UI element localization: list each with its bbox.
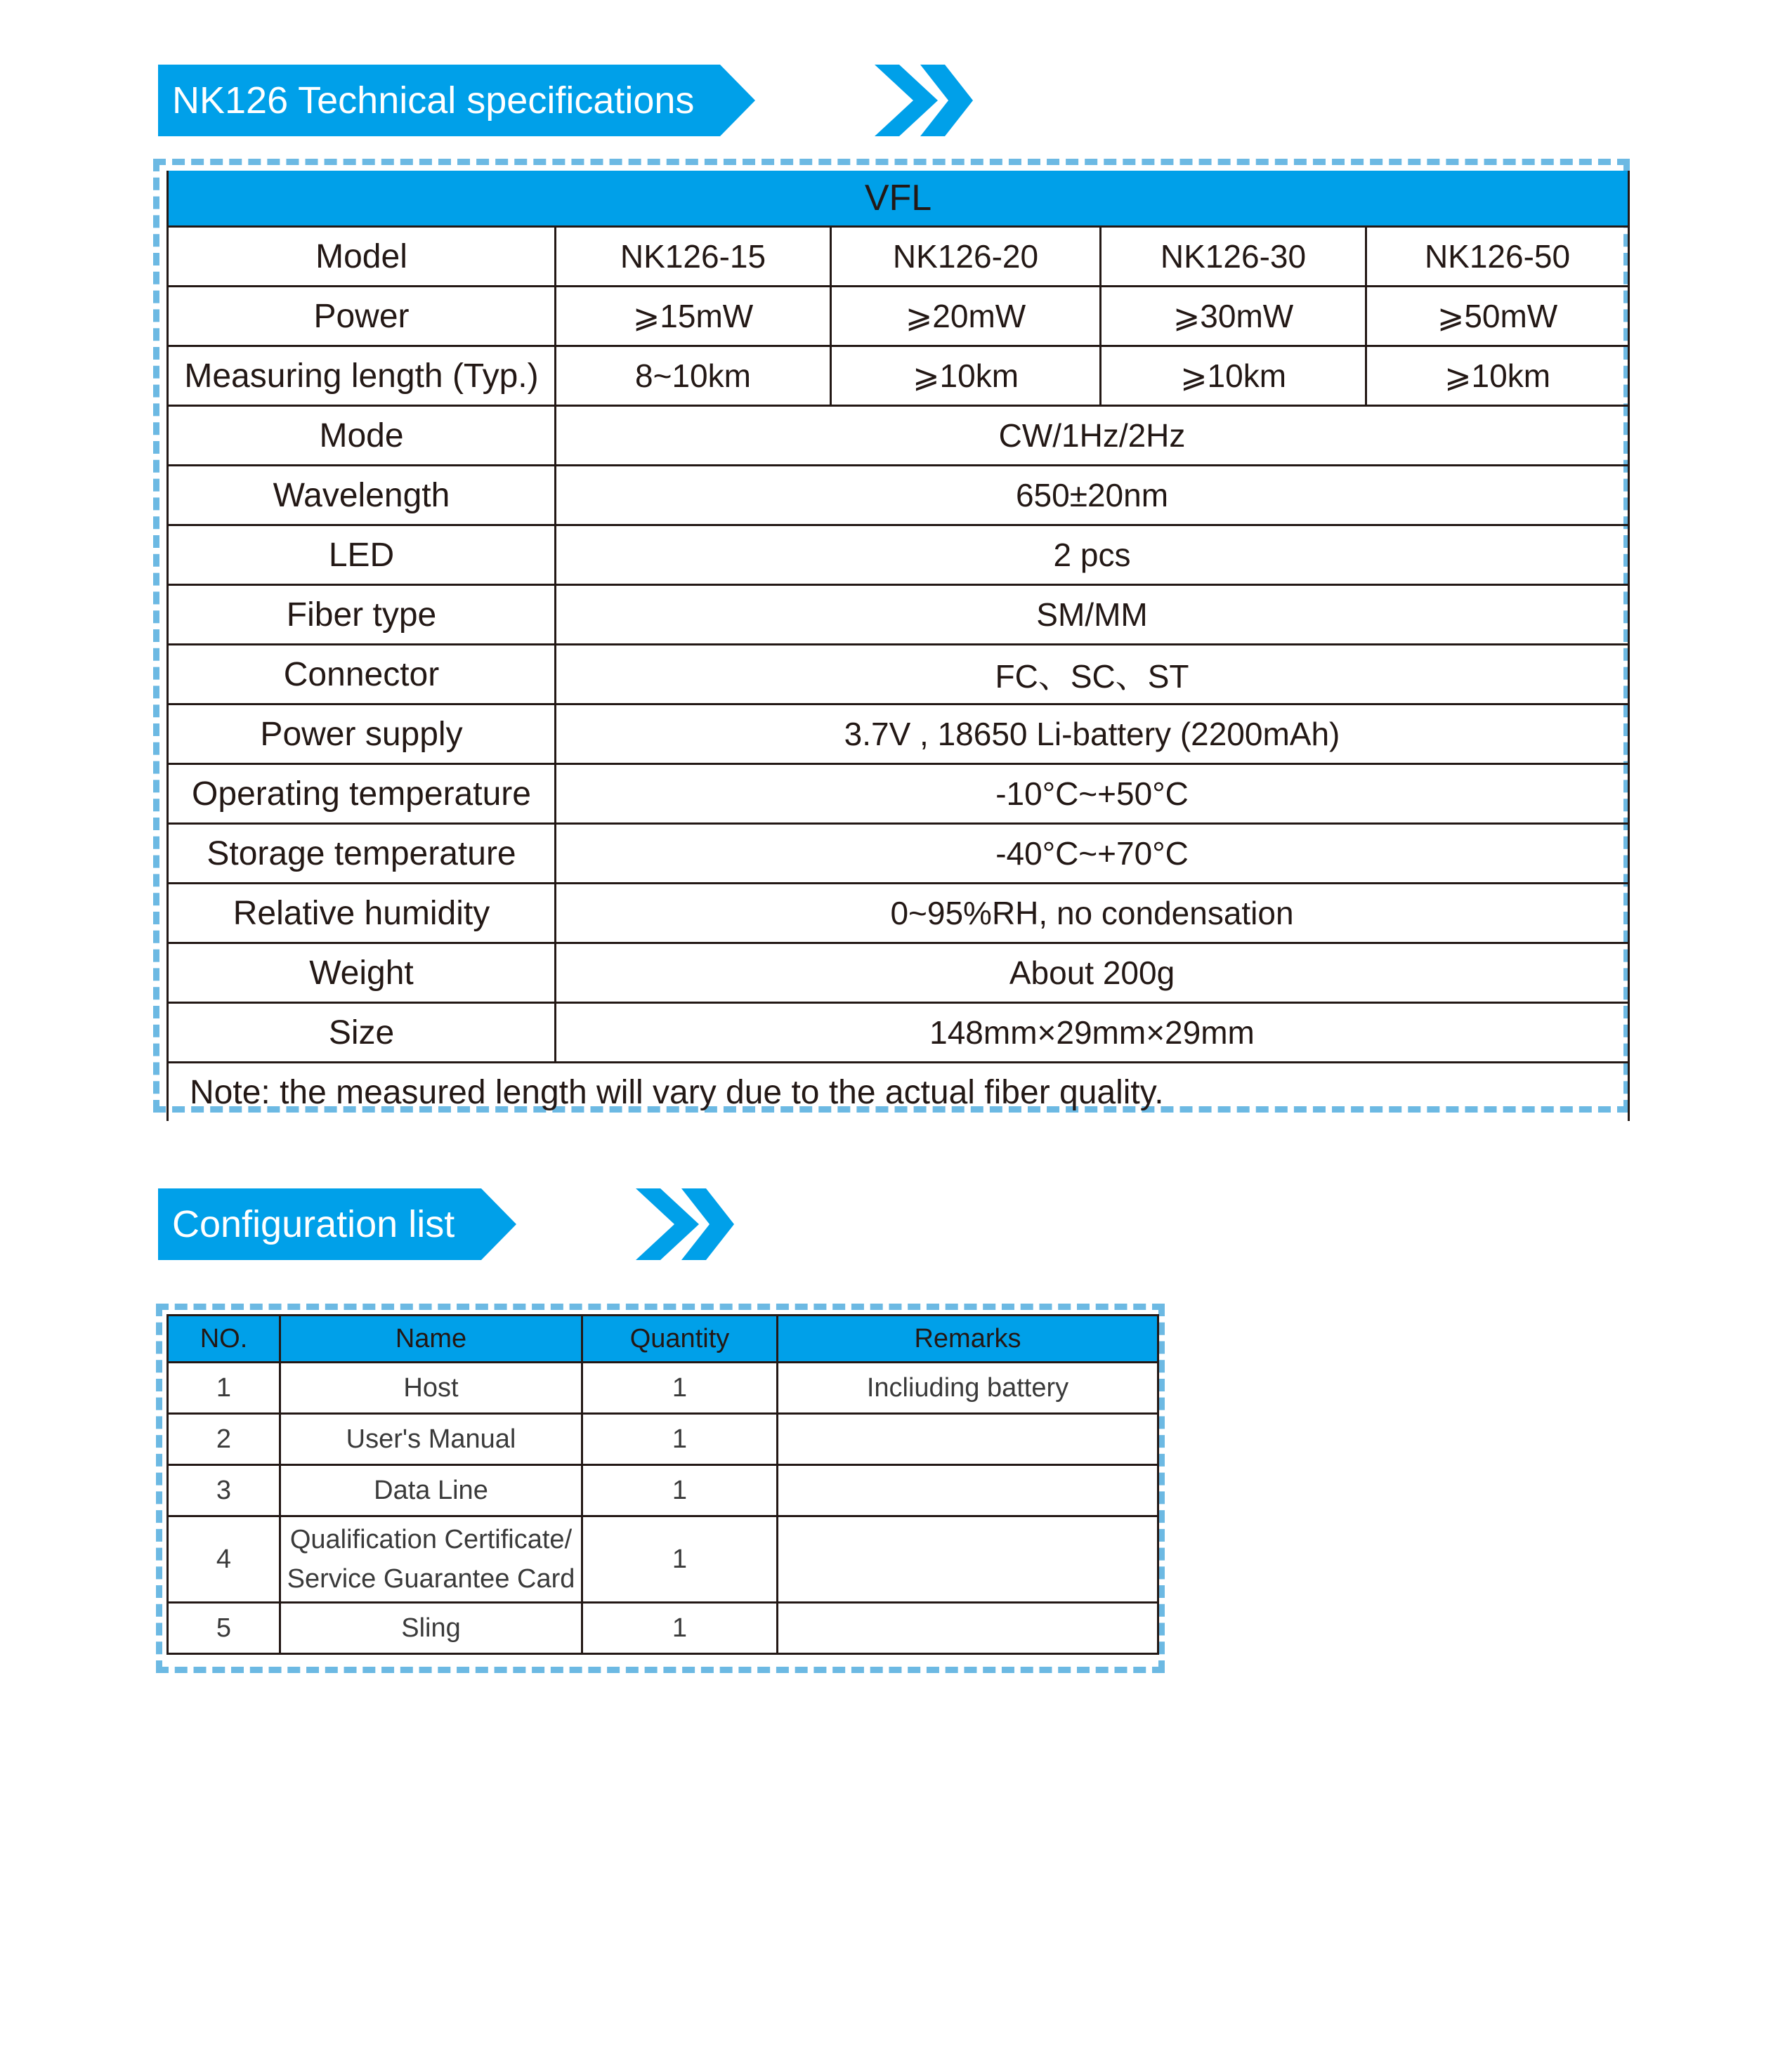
table-row [168, 525, 1629, 585]
row-value: 650±20nm [556, 466, 1629, 525]
header-name: Name [280, 1316, 582, 1363]
item-name-line: Service Guarantee Card [287, 1564, 575, 1594]
item-no: 2 [168, 1414, 280, 1465]
row-label: Size [168, 1003, 556, 1063]
row-label: LED [168, 525, 556, 585]
table-row [168, 1516, 1158, 1603]
row-label-measuring-length: Measuring length (Typ.) [168, 346, 556, 406]
item-quantity: 1 [582, 1363, 778, 1414]
table-note: Note: the measured length will vary due to the actual fiber quality. [168, 1063, 1629, 1122]
table-row [168, 406, 1629, 466]
row-value: CW/1Hz/2Hz [556, 406, 1629, 466]
table-row [168, 1465, 1158, 1516]
item-quantity: 1 [582, 1516, 778, 1603]
item-name: Host [280, 1363, 582, 1414]
table-row [168, 1414, 1158, 1465]
item-remarks: Incliuding battery [778, 1363, 1158, 1414]
item-remarks [778, 1516, 1158, 1603]
row-value: FC、SC、ST [556, 645, 1629, 704]
row-value: -10°C~+50°C [556, 764, 1629, 824]
length-value: 8~10km [556, 346, 831, 406]
row-label: Wavelength [168, 466, 556, 525]
table-row [168, 1363, 1158, 1414]
table-row [168, 645, 1629, 704]
item-remarks [778, 1603, 1158, 1654]
table-row [168, 466, 1629, 525]
config-section-banner [158, 1188, 481, 1260]
length-value: ⩾10km [1366, 346, 1629, 406]
item-quantity: 1 [582, 1414, 778, 1465]
table-note-row [168, 1063, 1629, 1122]
item-name [280, 1516, 582, 1603]
row-label: Weight [168, 943, 556, 1003]
row-label: Operating temperature [168, 764, 556, 824]
row-value: 2 pcs [556, 525, 1629, 585]
row-value: 0~95%RH, no condensation [556, 884, 1629, 943]
spec-table-frame [153, 159, 1630, 1113]
row-label: Mode [168, 406, 556, 466]
table-row [168, 1003, 1629, 1063]
table-row [168, 884, 1629, 943]
config-table-header [168, 1316, 1158, 1363]
chevrons-icon [720, 65, 973, 136]
item-no: 1 [168, 1363, 280, 1414]
item-no: 5 [168, 1603, 280, 1654]
row-value: SM/MM [556, 585, 1629, 645]
config-table [166, 1314, 1159, 1655]
table-row [168, 1603, 1158, 1654]
spec-section-banner [158, 65, 720, 136]
item-quantity: 1 [582, 1465, 778, 1516]
row-label: Power supply [168, 704, 556, 764]
table-row-measuring-length [168, 346, 1629, 406]
item-remarks [778, 1414, 1158, 1465]
spec-table [166, 171, 1630, 1121]
spec-section-heading: NK126 Technical specifications [172, 79, 695, 122]
spec-section-heading-bar [158, 65, 720, 136]
model-value: NK126-30 [1101, 227, 1366, 287]
table-row [168, 704, 1629, 764]
header-remarks: Remarks [778, 1316, 1158, 1363]
table-row [168, 764, 1629, 824]
item-quantity: 1 [582, 1603, 778, 1654]
header-quantity: Quantity [582, 1316, 778, 1363]
spec-table-title-row [168, 171, 1629, 227]
spec-table-title: VFL [168, 171, 1629, 227]
row-label: Connector [168, 645, 556, 704]
power-value: ⩾50mW [1366, 287, 1629, 346]
row-label: Storage temperature [168, 824, 556, 884]
item-name-line: Qualification Certificate/ [289, 1525, 573, 1554]
item-no: 3 [168, 1465, 280, 1516]
power-value: ⩾15mW [556, 287, 831, 346]
item-remarks [778, 1465, 1158, 1516]
length-value: ⩾10km [1101, 346, 1366, 406]
config-section-heading-bar [158, 1188, 481, 1260]
table-row [168, 824, 1629, 884]
row-label-power: Power [168, 287, 556, 346]
table-row-power [168, 287, 1629, 346]
table-row [168, 943, 1629, 1003]
item-name: User's Manual [280, 1414, 582, 1465]
table-row [168, 585, 1629, 645]
row-value: 148mm×29mm×29mm [556, 1003, 1629, 1063]
row-label: Fiber type [168, 585, 556, 645]
item-name: Data Line [280, 1465, 582, 1516]
model-value: NK126-15 [556, 227, 831, 287]
power-value: ⩾20mW [831, 287, 1101, 346]
row-value: -40°C~+70°C [556, 824, 1629, 884]
row-value: 3.7V , 18650 Li-battery (2200mAh) [556, 704, 1629, 764]
power-value: ⩾30mW [1101, 287, 1366, 346]
row-value: About 200g [556, 943, 1629, 1003]
config-section-heading: Configuration list [172, 1203, 455, 1245]
chevrons-icon [481, 1188, 734, 1260]
row-label: Relative humidity [168, 884, 556, 943]
model-value: NK126-20 [831, 227, 1101, 287]
header-no: NO. [168, 1316, 280, 1363]
length-value: ⩾10km [831, 346, 1101, 406]
item-no: 4 [168, 1516, 280, 1603]
item-name: Sling [280, 1603, 582, 1654]
table-row-model [168, 227, 1629, 287]
model-value: NK126-50 [1366, 227, 1629, 287]
config-table-frame [156, 1304, 1165, 1673]
row-label-model: Model [168, 227, 556, 287]
